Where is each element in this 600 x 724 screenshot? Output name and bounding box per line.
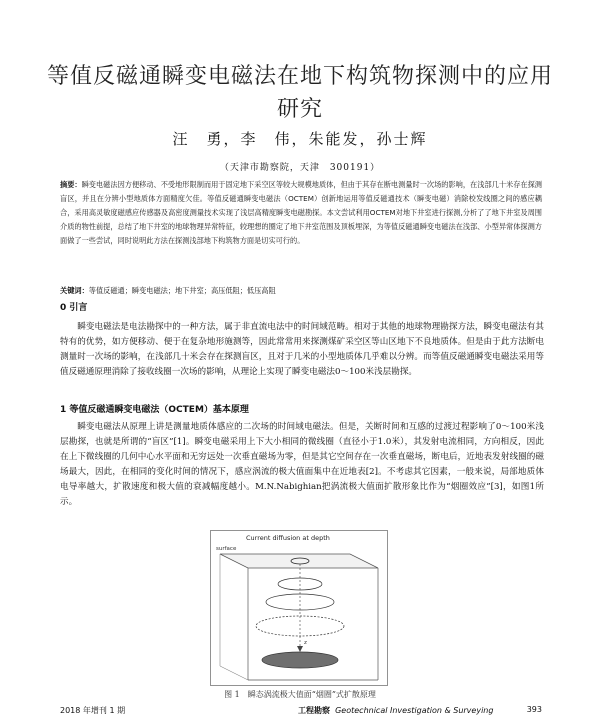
figure-1-current-diffusion <box>210 530 388 686</box>
section-1-heading: 1 等值反磁通瞬变电磁法（OCTEM）基本原理 <box>60 405 249 415</box>
keywords <box>60 286 542 296</box>
footer-journal <box>298 705 493 716</box>
abstract <box>60 178 542 248</box>
section-0-heading: 0 引言 <box>60 303 88 313</box>
footer-journal-cn: 工程勘察 <box>298 706 330 715</box>
abstract-text: 瞬变电磁法因方便移动、不受地形限制而用于固定地下采空区等较大规模地质体，但由于其存在断电测量时一次场的影响，在浅部几十米存在探测盲区，并且在分辨小型地质体方面精度欠佳。等值反磁通瞬变电磁法（OCTEM）创新地运用等值反磁通技术（瞬变电磁）消除校发线圈之间的感应耦合，采用高灵敏度磁感应传感器及高密度测量技术实现了浅层高精度瞬变电磁勘探。本文尝试利用OCTEM对地下井室进行探测,分析了了地下井室及周围介质的物性前提，总结了地下井室的地球物理异常特征，较理想的圈定了地下井室范围及顶板埋深，为等值反磁通瞬变电磁法在浅部、小型异常体探测方面做了一些尝试，同时说明此方法在探测浅部地下构筑物方面是切实可行的。 <box>60 180 542 245</box>
figure-1-caption: 图 1 瞬态涡流极大值面“烟圈”式扩散原理 <box>224 690 376 699</box>
paper-title: 等值反磁通瞬变电磁法在地下构筑物探测中的应用研究 <box>46 64 553 122</box>
footer-issue: 2018 年增刊 1 期 <box>60 706 126 715</box>
depth-axis-label: z <box>304 640 307 646</box>
deep-current-ring <box>262 652 338 668</box>
footer-journal-en: Geotechnical Investigation & Surveying <box>335 706 494 715</box>
section-0-paragraph: 瞬变电磁法是电法勘探中的一种方法，属于非直流电法中的时间域范畴。相对于其他的地球物理勘探方法，瞬变电磁法有其特有的优势，如方便移动、便于在复杂地形施测等，因此常常用来探测煤矿采空区等山区地下不良地质体。但是由于此方法断电测量时一次场的影响，在浅部几十米会存在探测盲区，且对于几米的小型地质体几乎难以分辨。而等值反磁通瞬变电磁法采用等值反磁通原理消除了接收线圈一次场的影响，从理论上实现了瞬变电磁法0～100米浅层勘探。 <box>60 322 544 377</box>
figure-title: Current diffusion at depth <box>246 534 330 542</box>
footer-page-number: 393 <box>526 705 542 714</box>
author-list: 汪 勇，李 伟，朱能发，孙士辉 <box>172 130 428 148</box>
surface-label: surface <box>216 546 237 552</box>
keywords-label: 关键词： <box>60 286 89 295</box>
affiliation: （天津市勘察院，天津 300191） <box>219 163 381 173</box>
keywords-text: 等值反磁通；瞬变电磁法；地下井室；高压低阻；低压高阻 <box>88 286 276 295</box>
ground-top-face <box>220 554 378 568</box>
section-1-paragraph: 瞬变电磁法从原理上讲是测量地质体感应的二次场的时间域电磁法。但是，关断时间和互感的过渡过程影响了0～100米浅层勘探，也就是所谓的“盲区”[1]。瞬变电磁采用上下大小相同的微线圈（直径小于1.0米），其发射电流相同，方向相反，因此在上下微线圈的几何中心水平面和无穷远处一次垂直磁场为零，但是其它空间存在一次垂直磁场，断电后，近地表发射线圈的磁场最大，因此，在相同的变化时间的情况下，感应涡流的极大值面集中在近地表[2]。不考虑其它因素，一般来说，局部地质体电导率越大，扩散速度和极大值的衰减幅度越小。M.N.Nabighian把涡流极大值面扩散形象比作为“烟圈效应”[3]，如图1所示。 <box>60 422 544 507</box>
abstract-label: 摘要： <box>60 180 82 189</box>
